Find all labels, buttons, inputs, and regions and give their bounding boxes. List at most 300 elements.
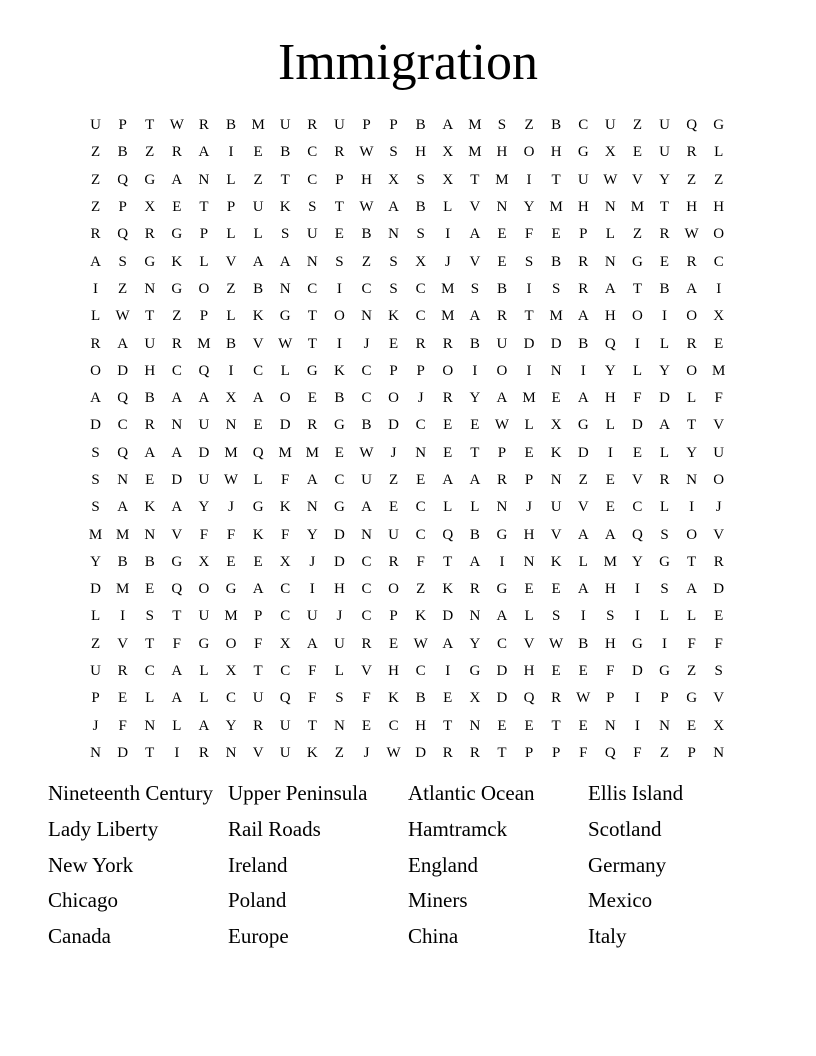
grid-letter: E <box>578 717 588 734</box>
grid-letter: W <box>115 308 130 325</box>
grid-letter: A <box>496 390 508 407</box>
grid-letter: I <box>634 581 640 598</box>
grid-letter: B <box>415 690 426 707</box>
grid-letter: R <box>307 117 318 134</box>
grid-letter: C <box>713 253 724 270</box>
grid-letter: B <box>117 553 128 570</box>
grid-letter: U <box>333 635 345 652</box>
grid-letter: H <box>604 581 616 598</box>
grid-letter: E <box>145 581 155 598</box>
word-list-item: New York <box>48 852 134 877</box>
grid-letter: E <box>497 226 507 243</box>
grid-row <box>82 467 733 494</box>
grid-letter: G <box>632 253 643 270</box>
grid-letter: O <box>225 635 237 652</box>
grid-letter: I <box>689 499 695 516</box>
grid-letter: M <box>305 444 319 461</box>
grid-letter: V <box>577 499 589 516</box>
grid-letter: G <box>171 280 183 297</box>
grid-letter: T <box>307 308 317 325</box>
grid-letter: E <box>253 553 263 570</box>
grid-letter: L <box>605 417 615 434</box>
grid-letter: S <box>91 472 100 488</box>
word-list-item: Rail Roads <box>228 816 321 841</box>
grid-letter: R <box>117 663 128 680</box>
grid-letter: I <box>445 226 451 243</box>
grid-letter: K <box>550 444 562 461</box>
grid-letter: C <box>253 362 264 379</box>
grid-row <box>82 494 733 521</box>
grid-letter: U <box>306 226 318 243</box>
grid-letter: N <box>415 444 427 461</box>
grid-letter: A <box>279 253 291 270</box>
grid-letter: Z <box>659 744 670 761</box>
grid-letter: T <box>280 171 290 188</box>
grid-letter: K <box>252 526 264 543</box>
grid-letter: D <box>90 417 101 434</box>
grid-letter: A <box>144 444 156 461</box>
grid-letter: T <box>443 553 453 570</box>
grid-letter: N <box>550 472 562 488</box>
grid-letter: I <box>580 608 586 625</box>
grid-letter: O <box>496 362 508 379</box>
grid-letter: H <box>496 144 508 161</box>
grid-row <box>82 521 733 548</box>
grid-letter: P <box>199 226 209 243</box>
grid-letter: E <box>443 690 453 707</box>
grid-letter: I <box>634 608 640 625</box>
grid-letter: G <box>333 417 345 434</box>
grid-letter: S <box>308 199 317 216</box>
grid-letter: A <box>306 635 318 652</box>
grid-letter: M <box>278 444 292 461</box>
grid-letter: A <box>577 308 589 325</box>
grid-letter: L <box>226 226 236 243</box>
grid-letter: V <box>550 526 562 543</box>
grid-letter: M <box>115 581 130 598</box>
grid-letter: B <box>659 280 670 297</box>
grid-letter: R <box>442 390 453 407</box>
grid-letter: O <box>686 362 698 379</box>
grid-letter: B <box>578 335 589 352</box>
word-list-item: Canada <box>48 924 111 949</box>
grid-letter: J <box>715 499 722 516</box>
grid-row <box>82 358 733 385</box>
grid-letter: H <box>577 199 589 216</box>
grid-letter: E <box>497 253 507 270</box>
grid-letter: C <box>361 280 372 297</box>
grid-letter: S <box>524 253 534 270</box>
grid-letter: F <box>281 526 290 543</box>
grid-letter: E <box>470 417 480 434</box>
grid-letter: C <box>334 472 345 488</box>
grid-letter: I <box>228 144 234 161</box>
grid-letter: E <box>443 417 453 434</box>
grid-letter: T <box>687 553 697 570</box>
grid-letter: D <box>198 444 210 461</box>
grid-letter: E <box>605 499 615 516</box>
grid-letter: N <box>90 744 101 761</box>
grid-letter: O <box>686 308 698 325</box>
grid-letter: J <box>363 744 370 761</box>
grid-letter: A <box>90 390 101 407</box>
grid-letter: A <box>198 390 210 407</box>
grid-letter: M <box>224 444 238 461</box>
grid-letter: G <box>306 362 318 379</box>
grid-letter: P <box>524 472 534 488</box>
grid-letter: V <box>713 417 725 434</box>
grid-letter: M <box>468 144 482 161</box>
grid-letter: Q <box>632 526 643 543</box>
grid-letter: N <box>659 717 670 734</box>
grid-letter: I <box>472 362 478 379</box>
grid-letter: S <box>389 253 398 270</box>
grid-letter: L <box>687 390 697 407</box>
grid-letter: E <box>253 417 263 434</box>
grid-letter: V <box>632 472 643 488</box>
grid-letter: V <box>252 744 264 761</box>
grid-row <box>82 194 733 221</box>
grid-letter: E <box>687 717 697 734</box>
grid-letter: L <box>90 608 101 625</box>
grid-letter: X <box>198 553 210 570</box>
grid-letter: Z <box>118 280 128 297</box>
grid-letter: J <box>363 335 370 352</box>
grid-letter: F <box>633 744 642 761</box>
word-list-item: Poland <box>228 888 287 913</box>
grid-row <box>82 330 733 357</box>
grid-letter: U <box>198 608 210 625</box>
grid-letter: W <box>549 635 564 652</box>
grid-letter: C <box>415 526 426 543</box>
grid-letter: E <box>714 335 724 352</box>
grid-letter: B <box>578 635 589 652</box>
grid-letter: E <box>714 608 724 625</box>
grid-letter: W <box>359 199 374 216</box>
grid-letter: I <box>445 663 451 680</box>
grid-letter: P <box>335 171 344 188</box>
grid-letter: T <box>145 117 155 134</box>
grid-letter: R <box>551 690 562 707</box>
grid-letter: L <box>280 362 290 379</box>
grid-letter: Q <box>252 444 264 461</box>
grid-letter: K <box>252 308 264 325</box>
word-list-item: Germany <box>588 852 667 877</box>
grid-letter: R <box>334 144 345 161</box>
grid-letter: T <box>497 744 507 761</box>
grid-letter: H <box>415 717 427 734</box>
grid-letter: Q <box>604 335 616 352</box>
grid-letter: S <box>91 499 100 516</box>
grid-letter: S <box>497 117 507 134</box>
grid-letter: L <box>659 335 670 352</box>
grid-letter: P <box>91 690 100 707</box>
grid-letter: V <box>713 526 725 543</box>
grid-letter: W <box>386 744 401 761</box>
grid-letter: W <box>359 144 374 161</box>
grid-letter: L <box>443 499 453 516</box>
grid-letter: L <box>199 253 209 270</box>
grid-letter: C <box>361 362 372 379</box>
grid-letter: U <box>198 472 210 488</box>
grid-letter: R <box>686 253 697 270</box>
grid-letter: G <box>333 499 345 516</box>
grid-letter: S <box>389 280 398 297</box>
grid-letter: K <box>279 199 291 216</box>
grid-letter: L <box>524 417 534 434</box>
grid-letter: Z <box>90 144 101 161</box>
grid-letter: U <box>279 717 291 734</box>
grid-letter: H <box>523 526 535 543</box>
word-list-item: Hamtramck <box>408 816 508 841</box>
grid-letter: L <box>659 608 670 625</box>
grid-letter: T <box>307 717 317 734</box>
grid-letter: Y <box>90 553 101 570</box>
grid-letter: R <box>442 335 453 352</box>
grid-letter: R <box>171 335 182 352</box>
grid-letter: E <box>388 335 399 352</box>
grid-letter: H <box>604 390 616 407</box>
grid-letter: Q <box>523 690 535 707</box>
word-list <box>48 777 768 956</box>
grid-letter: S <box>145 608 154 625</box>
grid-letter: Z <box>90 635 101 652</box>
grid-letter: K <box>171 253 183 270</box>
grid-letter: P <box>389 608 398 625</box>
grid-letter: L <box>443 199 453 216</box>
grid-letter: C <box>171 362 182 379</box>
grid-letter: A <box>604 526 616 543</box>
grid-letter: Q <box>117 390 129 407</box>
grid-letter: U <box>279 744 291 761</box>
grid-letter: K <box>306 744 318 761</box>
grid-letter: B <box>144 553 155 570</box>
grid-letter: Z <box>172 308 182 325</box>
grid-row <box>82 740 733 767</box>
grid-letter: N <box>306 253 318 270</box>
grid-letter: R <box>171 144 182 161</box>
grid-letter: O <box>388 390 399 407</box>
grid-letter: N <box>496 199 508 216</box>
grid-letter: B <box>361 226 372 243</box>
grid-letter: O <box>523 144 535 161</box>
grid-letter: L <box>199 663 209 680</box>
grid-letter: T <box>145 308 155 325</box>
grid-letter: E <box>145 472 155 488</box>
grid-letter: P <box>389 362 398 379</box>
grid-letter: E <box>388 499 399 516</box>
grid-letter: K <box>144 499 156 516</box>
grid-letter: U <box>604 117 616 134</box>
grid-letter: L <box>632 362 642 379</box>
grid-letter: G <box>171 553 183 570</box>
grid-letter: B <box>117 144 128 161</box>
grid-letter: E <box>659 253 670 270</box>
grid-letter: C <box>632 499 643 516</box>
grid-letter: E <box>632 144 642 161</box>
grid-letter: F <box>633 390 642 407</box>
grid-letter: L <box>659 444 670 461</box>
grid-letter: P <box>118 117 127 134</box>
grid-letter: R <box>578 253 589 270</box>
grid-letter: P <box>362 117 371 134</box>
grid-letter: R <box>198 744 209 761</box>
grid-letter: G <box>144 171 156 188</box>
grid-letter: C <box>415 280 426 297</box>
grid-letter: W <box>576 690 591 707</box>
grid-letter: E <box>443 444 453 461</box>
grid-letter: N <box>469 608 481 625</box>
grid-letter: E <box>551 226 561 243</box>
grid-letter: K <box>550 553 562 570</box>
grid-letter: Y <box>659 362 670 379</box>
grid-letter: T <box>443 717 453 734</box>
grid-letter: U <box>333 117 345 134</box>
grid-letter: E <box>334 444 344 461</box>
grid-letter: X <box>388 171 399 188</box>
grid-letter: Q <box>279 690 291 707</box>
grid-letter: Z <box>416 581 426 598</box>
grid-letter: G <box>279 308 291 325</box>
grid-row <box>82 167 733 194</box>
grid-letter: A <box>361 499 372 516</box>
grid-letter: V <box>361 663 372 680</box>
grid-letter: V <box>117 635 129 652</box>
grid-letter: A <box>442 117 454 134</box>
grid-letter: O <box>198 581 210 598</box>
grid-letter: I <box>174 744 180 761</box>
word-list-item: Miners <box>408 888 468 913</box>
grid-letter: L <box>253 472 263 488</box>
grid-letter: S <box>714 663 723 680</box>
grid-letter: R <box>90 226 101 243</box>
grid-letter: Z <box>90 199 101 216</box>
grid-letter: A <box>686 280 698 297</box>
grid-letter: A <box>469 308 481 325</box>
grid-letter: E <box>118 690 128 707</box>
grid-letter: N <box>333 717 345 734</box>
grid-letter: H <box>550 144 562 161</box>
grid-letter: T <box>551 717 561 734</box>
grid-letter: G <box>496 581 508 598</box>
grid-letter: U <box>659 117 670 134</box>
grid-letter: R <box>713 553 724 570</box>
grid-letter: E <box>253 144 263 161</box>
grid-letter: F <box>579 744 588 761</box>
grid-letter: W <box>223 472 239 488</box>
grid-letter: B <box>415 117 426 134</box>
grid-letter: E <box>416 472 426 488</box>
grid-letter: H <box>144 362 156 379</box>
grid-letter: H <box>333 581 345 598</box>
grid-letter: A <box>306 472 318 488</box>
grid-letter: N <box>144 717 156 734</box>
word-search-grid <box>82 112 733 767</box>
grid-letter: Z <box>687 171 697 188</box>
grid-letter: Z <box>90 171 101 188</box>
grid-letter: E <box>524 444 534 461</box>
grid-letter: B <box>551 253 562 270</box>
grid-letter: W <box>603 171 618 188</box>
grid-letter: G <box>171 226 183 243</box>
grid-letter: M <box>468 117 482 134</box>
grid-letter: I <box>634 335 640 352</box>
grid-letter: A <box>388 199 399 216</box>
grid-letter: D <box>577 444 589 461</box>
grid-letter: A <box>171 690 183 707</box>
grid-letter: X <box>442 171 454 188</box>
grid-letter: C <box>415 663 426 680</box>
grid-letter: H <box>604 635 616 652</box>
grid-letter: U <box>306 608 318 625</box>
grid-letter: O <box>333 308 345 325</box>
word-list-item: Mexico <box>588 888 653 913</box>
grid-letter: C <box>361 553 372 570</box>
grid-letter: O <box>632 308 643 325</box>
grid-letter: M <box>115 526 130 543</box>
grid-letter: R <box>198 117 209 134</box>
grid-letter: L <box>90 308 101 325</box>
grid-letter: U <box>90 117 101 134</box>
grid-letter: Z <box>334 744 344 761</box>
grid-letter: E <box>524 717 534 734</box>
grid-letter: F <box>172 635 181 652</box>
grid-letter: Q <box>171 581 183 598</box>
grid-letter: D <box>523 335 535 352</box>
grid-letter: N <box>225 417 237 434</box>
grid-letter: Q <box>117 171 129 188</box>
grid-letter: C <box>415 308 426 325</box>
grid-letter: X <box>279 635 291 652</box>
grid-letter: E <box>632 444 642 461</box>
grid-letter: M <box>441 280 455 297</box>
word-list-item: Ireland <box>228 852 288 877</box>
grid-letter: F <box>687 635 696 652</box>
grid-letter: L <box>605 226 615 243</box>
grid-letter: H <box>361 171 372 188</box>
grid-letter: P <box>660 690 669 707</box>
grid-letter: M <box>549 308 563 325</box>
grid-letter: C <box>578 117 589 134</box>
grid-letter: H <box>686 199 698 216</box>
grid-letter: A <box>686 581 698 598</box>
grid-letter: M <box>522 390 536 407</box>
grid-letter: A <box>171 444 183 461</box>
grid-letter: R <box>686 335 697 352</box>
grid-letter: P <box>551 744 561 761</box>
grid-letter: B <box>280 144 291 161</box>
grid-letter: F <box>118 717 127 734</box>
grid-letter: S <box>416 171 425 188</box>
grid-letter: S <box>118 253 127 270</box>
grid-letter: G <box>252 499 264 516</box>
grid-letter: Y <box>659 171 670 188</box>
grid-letter: G <box>659 663 670 680</box>
grid-letter: R <box>388 553 399 570</box>
grid-letter: J <box>390 444 397 461</box>
grid-letter: Y <box>686 444 698 461</box>
grid-letter: E <box>226 553 236 570</box>
grid-letter: Y <box>523 199 535 216</box>
grid-letter: Z <box>145 144 155 161</box>
grid-letter: N <box>604 199 616 216</box>
word-list-item: Lady Liberty <box>48 816 159 841</box>
grid-letter: N <box>713 744 725 761</box>
grid-letter: Y <box>198 499 210 516</box>
grid-letter: S <box>416 226 425 243</box>
grid-letter: N <box>306 499 318 516</box>
grid-row <box>82 276 733 303</box>
